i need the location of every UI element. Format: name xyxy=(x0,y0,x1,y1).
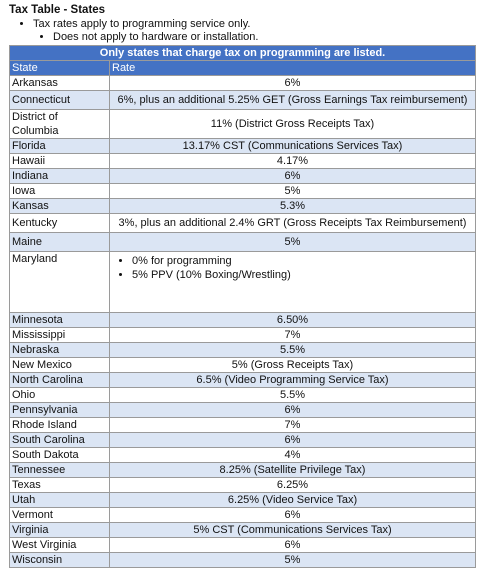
table-row xyxy=(10,343,476,358)
rate-cell: 11% (District Gross Receipts Tax) xyxy=(110,110,476,139)
state-cell: Maryland xyxy=(10,252,110,313)
rate-cell: 4.17% xyxy=(110,154,476,169)
rate-cell: 5.5% xyxy=(110,388,476,403)
state-cell: Wisconsin xyxy=(10,553,110,568)
rate-cell: 3%, plus an additional 2.4% GRT (Gross Receipts Tax Reimbursement) xyxy=(110,214,476,233)
rate-cell: 6% xyxy=(110,538,476,553)
table-row xyxy=(10,328,476,343)
table-row xyxy=(10,463,476,478)
table-row xyxy=(10,448,476,463)
column-header-rate: Rate xyxy=(110,61,476,76)
rate-cell: 6.25% (Video Service Tax) xyxy=(110,493,476,508)
rate-cell: 4% xyxy=(110,448,476,463)
state-cell: Indiana xyxy=(10,169,110,184)
table-row xyxy=(10,403,476,418)
state-cell: South Carolina xyxy=(10,433,110,448)
table-row xyxy=(10,313,476,328)
rate-cell: 5.5% xyxy=(110,343,476,358)
state-cell: New Mexico xyxy=(10,358,110,373)
state-cell: Florida xyxy=(10,139,110,154)
column-header-state: State xyxy=(10,61,110,76)
table-row xyxy=(10,233,476,252)
table-row xyxy=(10,91,476,110)
table-row xyxy=(10,523,476,538)
table-row xyxy=(10,418,476,433)
rate-cell: 5% xyxy=(110,233,476,252)
page-title: Tax Table - States xyxy=(9,4,106,16)
state-cell: District of Columbia xyxy=(10,110,110,139)
rate-cell: 6% xyxy=(110,508,476,523)
rate-cell: 6% xyxy=(110,433,476,448)
state-cell: Maine xyxy=(10,233,110,252)
rate-cell: 6%, plus an additional 5.25% GET (Gross Earnings Tax reimbursement) xyxy=(110,91,476,110)
rate-cell: 7% xyxy=(110,418,476,433)
state-cell: Nebraska xyxy=(10,343,110,358)
table-row xyxy=(10,214,476,233)
state-cell: Mississippi xyxy=(10,328,110,343)
table-row xyxy=(10,493,476,508)
table-row xyxy=(10,110,476,139)
rate-cell: 13.17% CST (Communications Services Tax) xyxy=(110,139,476,154)
table-row xyxy=(10,373,476,388)
rate-list-item: • 5% PPV (10% Boxing/Wrestling) xyxy=(132,268,473,282)
table-row xyxy=(10,184,476,199)
state-cell: Iowa xyxy=(10,184,110,199)
table-row xyxy=(10,139,476,154)
table-row xyxy=(10,199,476,214)
rate-cell: 6% xyxy=(110,169,476,184)
table-row xyxy=(10,154,476,169)
rate-cell xyxy=(110,252,476,313)
tax-table xyxy=(9,45,476,568)
rate-cell: 5% xyxy=(110,184,476,199)
rate-cell: 7% xyxy=(110,328,476,343)
table-row xyxy=(10,553,476,568)
state-cell: Virginia xyxy=(10,523,110,538)
note-text: Tax rates apply to programming service only. xyxy=(33,18,251,30)
state-cell: Hawaii xyxy=(10,154,110,169)
rate-cell: 5% xyxy=(110,553,476,568)
notes-list xyxy=(9,18,474,44)
state-cell: Vermont xyxy=(10,508,110,523)
sub-note-text: Does not apply to hardware or installation. xyxy=(53,31,259,43)
table-row xyxy=(10,538,476,553)
state-cell: Minnesota xyxy=(10,313,110,328)
state-cell: Pennsylvania xyxy=(10,403,110,418)
table-row xyxy=(10,433,476,448)
rate-cell: 6.5% (Video Programming Service Tax) xyxy=(110,373,476,388)
table-row xyxy=(10,388,476,403)
rate-cell: 5% CST (Communications Services Tax) xyxy=(110,523,476,538)
table-row xyxy=(10,508,476,523)
rate-cell: 6.50% xyxy=(110,313,476,328)
note-item xyxy=(33,18,474,44)
rate-cell: 6.25% xyxy=(110,478,476,493)
state-cell: Utah xyxy=(10,493,110,508)
table-row xyxy=(10,478,476,493)
table-banner-row xyxy=(10,46,476,61)
state-cell: West Virginia xyxy=(10,538,110,553)
state-cell: Kentucky xyxy=(10,214,110,233)
rate-list xyxy=(112,254,473,282)
table-row xyxy=(10,358,476,373)
table-header-row xyxy=(10,61,476,76)
state-cell: South Dakota xyxy=(10,448,110,463)
table-row xyxy=(10,252,476,313)
state-cell: Arkansas xyxy=(10,76,110,91)
state-cell: Tennessee xyxy=(10,463,110,478)
state-cell: Ohio xyxy=(10,388,110,403)
rate-cell: 8.25% (Satellite Privilege Tax) xyxy=(110,463,476,478)
rate-list-item: • 0% for programming xyxy=(132,254,473,268)
state-cell: North Carolina xyxy=(10,373,110,388)
state-cell: Kansas xyxy=(10,199,110,214)
sub-notes-list xyxy=(33,31,474,44)
rate-cell: 5% (Gross Receipts Tax) xyxy=(110,358,476,373)
rate-cell: 5.3% xyxy=(110,199,476,214)
table-row xyxy=(10,169,476,184)
rate-cell: 6% xyxy=(110,403,476,418)
rate-cell: 6% xyxy=(110,76,476,91)
state-cell: Texas xyxy=(10,478,110,493)
state-cell: Rhode Island xyxy=(10,418,110,433)
table-banner: Only states that charge tax on programming are listed. xyxy=(10,46,476,61)
table-row xyxy=(10,76,476,91)
state-cell: Connecticut xyxy=(10,91,110,110)
sub-note-item xyxy=(53,31,474,44)
